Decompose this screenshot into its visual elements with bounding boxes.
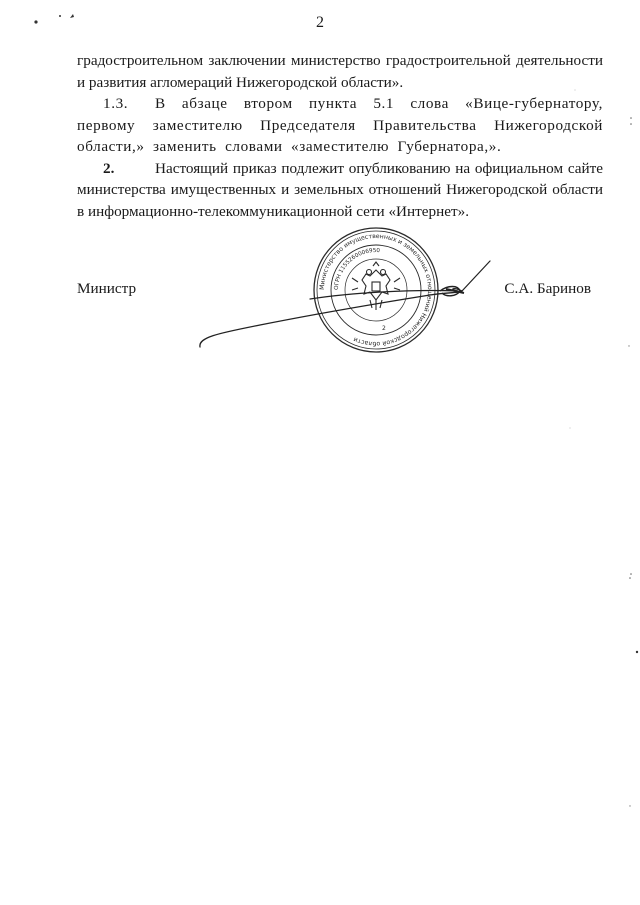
paragraph-continuation: градостроительном заключении министерство градостроительной деятельности и развития агломераций Нижегородской области». (77, 52, 603, 91)
signatory-title: Министр (77, 280, 137, 297)
paragraph-item-2 (77, 158, 603, 223)
paragraph-item-1-3 (77, 93, 603, 158)
page-number: 2 (316, 14, 324, 31)
item-text: В абзаце втором пункта 5.1 слова «Вице-губернатору, первому заместителю Председателя Правительства Нижегородской области,» заменить словами «заместителю Губернатора,». (77, 95, 603, 155)
stamp-number: 2 (382, 325, 386, 332)
item-number: 1.3. (103, 95, 129, 112)
item-text: Настоящий приказ подлежит опубликованию на официальном сайте министерства имущественных и земельных отношений Нижегородской области в информационно-телекоммуникационной сети «Интернет». (77, 159, 603, 220)
signatory-name: С.А. Баринов (504, 280, 591, 297)
svg-text:Министерство имущественных и з: Министерство имущественных и земельных отношений Нижегородской области (318, 232, 434, 348)
handwritten-signature (190, 255, 500, 355)
document-body (77, 50, 603, 222)
item-number: 2. (103, 159, 115, 177)
svg-text:ОГРН 1155260006950: ОГРН 1155260006950 (333, 247, 381, 291)
